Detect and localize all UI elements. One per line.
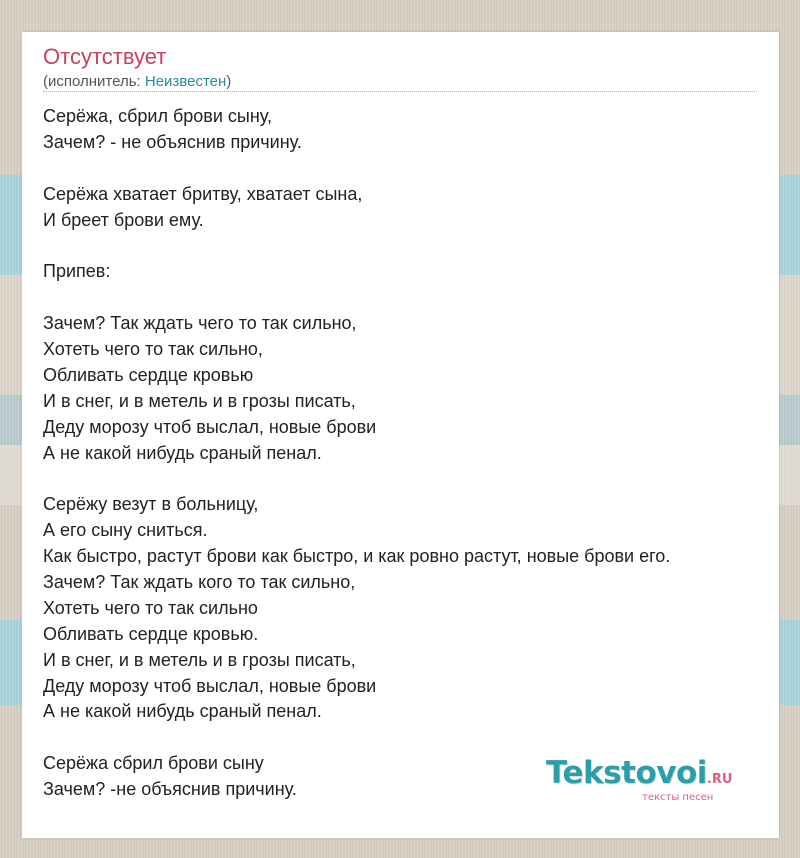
lyric-line: И в снег, и в метель и в грозы писать, bbox=[43, 649, 356, 670]
lyrics-text bbox=[43, 104, 773, 803]
lyric-line: Припев: bbox=[43, 261, 111, 282]
logo-name: Tekstovoi bbox=[546, 755, 707, 791]
site-logo[interactable] bbox=[546, 755, 732, 791]
lyric-blank-line bbox=[43, 466, 773, 492]
title-divider bbox=[43, 91, 757, 92]
lyric-line: А не какой нибудь сраный пенал. bbox=[43, 442, 322, 463]
artist-link[interactable]: Неизвестен bbox=[144, 73, 227, 90]
lyric-line: Серёжу везут в больницу, bbox=[43, 494, 259, 515]
lyric-line: А его сыну сниться. bbox=[43, 520, 208, 541]
song-title: Отсутствует bbox=[43, 44, 167, 69]
artist-prefix: (исполнитель: bbox=[43, 73, 145, 90]
lyric-line: Серёжа, сбрил брови сыну, bbox=[43, 106, 272, 126]
lyric-line: Хотеть чего то так сильно bbox=[43, 597, 258, 618]
lyric-line: А не какой нибудь сраный пенал. bbox=[43, 701, 322, 722]
artist-line bbox=[43, 73, 231, 90]
lyric-line: Обливать сердце кровью. bbox=[43, 623, 259, 644]
lyric-line: И бреет брови ему. bbox=[43, 209, 204, 230]
lyric-blank-line bbox=[43, 233, 773, 259]
lyric-blank-line bbox=[43, 725, 773, 751]
logo-suffix: .RU bbox=[706, 772, 733, 787]
lyric-line: Обливать сердце кровью bbox=[43, 364, 254, 385]
lyric-line: Зачем? Так ждать чего то так сильно, bbox=[43, 313, 357, 334]
lyric-line: Серёжа хватает бритву, хватает сына, bbox=[43, 183, 363, 204]
lyric-line: Как быстро, растут брови как быстро, и как ровно растут, новые брови его. bbox=[43, 546, 671, 567]
lyric-line: Деду морозу чтоб выслал, новые брови bbox=[43, 675, 377, 696]
lyric-line: И в снег, и в метель и в грозы писать, bbox=[43, 390, 356, 411]
artist-suffix: ) bbox=[226, 73, 232, 90]
lyric-line: Серёжа сбрил брови сыну bbox=[43, 753, 264, 774]
lyrics-card bbox=[22, 32, 779, 838]
lyric-line: Хотеть чего то так сильно, bbox=[43, 339, 263, 360]
lyric-line: Зачем? - не объяснив причину. bbox=[43, 131, 302, 152]
lyric-line: Деду морозу чтоб выслал, новые брови bbox=[43, 416, 377, 437]
lyric-line: Зачем? Так ждать кого то так сильно, bbox=[43, 572, 356, 593]
lyric-line: Зачем? -не объяснив причину. bbox=[43, 779, 297, 800]
lyric-blank-line bbox=[43, 285, 773, 311]
logo-tagline: тексты песен bbox=[642, 792, 714, 803]
lyric-blank-line bbox=[43, 156, 773, 182]
